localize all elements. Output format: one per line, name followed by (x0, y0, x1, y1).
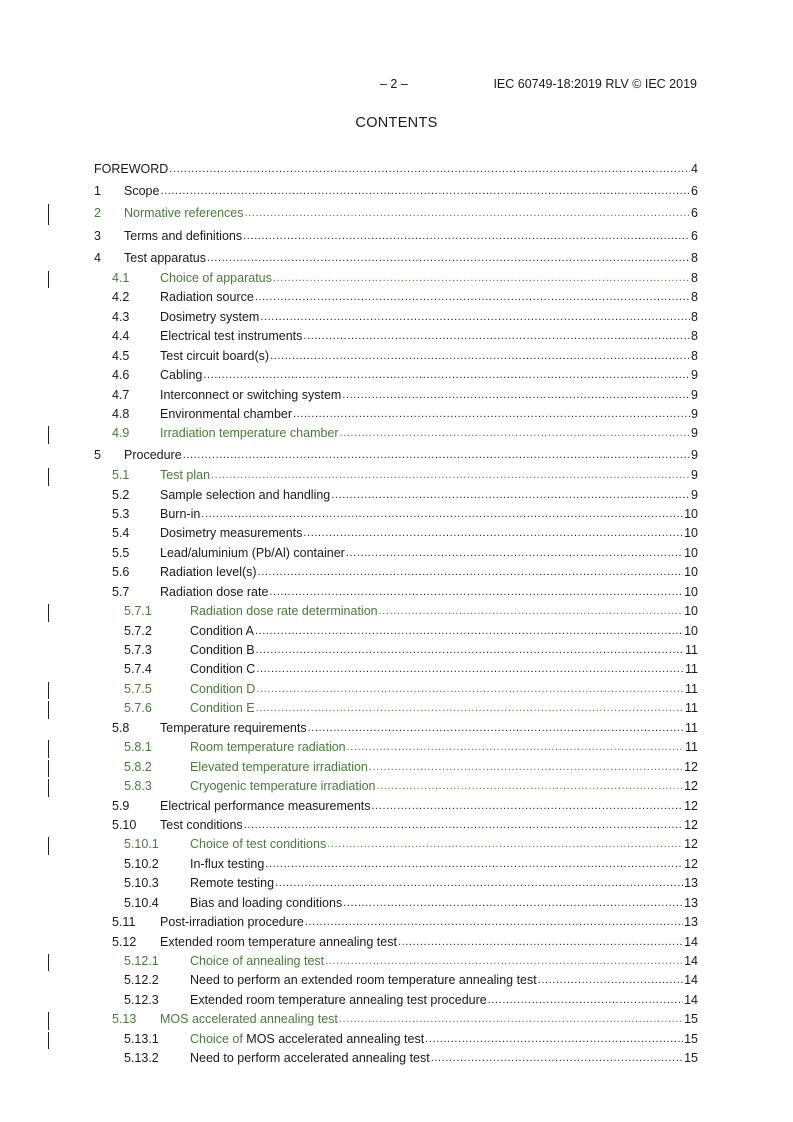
toc-entry-label: Scope (124, 184, 160, 199)
toc-entry-page-number: 11 (685, 720, 698, 735)
change-bar (48, 837, 49, 854)
toc-entry-page-number: 12 (684, 779, 698, 794)
dot-leader (346, 543, 683, 563)
toc-entry-number: 4.6 (112, 368, 130, 383)
toc-entry-page-number: 13 (684, 915, 698, 930)
change-bar (48, 271, 49, 288)
toc-entry-label: Test apparatus (124, 250, 206, 265)
toc-entry-page-number: 13 (684, 895, 698, 910)
dot-leader (269, 582, 683, 602)
toc-entry[interactable] (94, 424, 698, 443)
toc-entry-number: 5.13 (112, 1012, 137, 1027)
toc-entry-label: Cabling (160, 368, 203, 383)
dot-leader (425, 1029, 683, 1049)
dot-leader (339, 1009, 683, 1029)
toc-entry-label: Environmental chamber (160, 407, 293, 421)
toc-entry[interactable] (94, 816, 698, 835)
toc-entry[interactable] (94, 680, 698, 699)
toc-entry[interactable] (94, 913, 698, 932)
toc-entry-number: 2 (94, 206, 101, 221)
toc-entry-label: Terms and definitions (124, 228, 243, 243)
toc-entry-page-number: 11 (685, 681, 698, 696)
toc-entry-page-number: 11 (685, 643, 698, 657)
toc-entry-page-number: 14 (684, 973, 698, 988)
change-bar (48, 604, 49, 621)
toc-entry-page-number: 9 (691, 447, 698, 462)
toc-entry-page-number: 9 (691, 487, 698, 502)
toc-entry[interactable] (94, 466, 698, 485)
dot-leader (369, 757, 683, 777)
toc-entry-label: Elevated temperature irradiation (190, 759, 368, 774)
toc-entry[interactable] (94, 991, 698, 1010)
toc-entry[interactable] (94, 288, 698, 307)
change-bar (48, 426, 49, 443)
toc-entry-number: 5.7.1 (124, 604, 152, 619)
toc-entry[interactable] (94, 486, 698, 505)
dot-leader (325, 951, 683, 971)
page-number: – 2 – (380, 77, 408, 91)
toc-entry[interactable] (94, 758, 698, 777)
toc-entry-page-number: 10 (684, 565, 698, 580)
toc-entry-number: 5.10.4 (124, 895, 159, 910)
toc-entry-label: MOS accelerated annealing test (160, 1012, 338, 1027)
toc-entry-label: Need to perform accelerated annealing test (190, 1051, 430, 1066)
toc-entry-page-number: 10 (684, 604, 698, 619)
dot-leader (160, 179, 690, 202)
toc-entry[interactable] (94, 719, 698, 738)
toc-entry-label-part: MOS accelerated annealing test (246, 1031, 425, 1046)
toc-entry-number: 4.5 (112, 348, 130, 363)
toc-entry-label: In-flux testing (190, 856, 265, 871)
dot-leader (256, 679, 684, 699)
toc-entry-label-part: Choice of (190, 1031, 247, 1046)
toc-entry-number: 4.7 (112, 387, 130, 402)
toc-entry-page-number: 6 (691, 206, 698, 221)
dot-leader (256, 640, 684, 660)
toc-entry-page-number: 13 (684, 876, 698, 891)
toc-entry-number: 5.12 (112, 934, 137, 949)
toc-entry-label: Remote testing (190, 876, 275, 891)
toc-entry-page-number: 11 (685, 740, 698, 755)
toc-entry-label: Condition E (190, 701, 255, 716)
toc-entry-label: Post-irradiation procedure (160, 915, 304, 930)
page-header (0, 77, 793, 93)
toc-entry-page-number: 12 (684, 759, 698, 774)
toc-entry[interactable] (94, 855, 698, 874)
toc-entry-number: 5.7.5 (124, 681, 152, 696)
change-bar (48, 468, 49, 485)
toc-entry-page-number: 9 (691, 468, 698, 483)
dot-leader (343, 893, 683, 913)
toc-entry[interactable] (94, 347, 698, 366)
dot-leader (255, 287, 690, 307)
dot-leader (273, 268, 690, 288)
dot-leader (245, 201, 691, 224)
dot-leader (275, 873, 683, 893)
toc-entry-label: Choice of apparatus (160, 270, 272, 285)
change-bar (48, 760, 49, 777)
toc-entry-label: Bias and loading conditions (190, 895, 343, 910)
dot-leader (169, 157, 690, 180)
toc-entry-label: Irradiation temperature chamber (160, 426, 339, 441)
toc-entry-number: 3 (94, 228, 101, 243)
dot-leader (303, 523, 683, 543)
dot-leader (260, 307, 690, 327)
toc-entry-label: Condition A (190, 623, 254, 638)
toc-entry-number: 5.5 (112, 545, 130, 560)
toc-entry-number: 5.8.3 (124, 779, 152, 794)
toc-entry-number: 4.2 (112, 290, 130, 305)
toc-entry[interactable] (94, 180, 698, 202)
toc-entry[interactable] (94, 971, 698, 990)
change-bar (48, 701, 49, 718)
toc-entry-page-number: 8 (691, 309, 698, 324)
toc-entry-label: Condition D (190, 681, 256, 696)
toc-entry-page-number: 8 (691, 290, 698, 305)
toc-entry-number: 5.13.2 (124, 1051, 159, 1066)
toc-entry[interactable] (94, 202, 698, 224)
toc-entry-page-number: 9 (691, 407, 698, 421)
dot-leader (270, 346, 690, 366)
toc-entry-number: 5.10.1 (124, 837, 159, 852)
toc-entry[interactable] (94, 225, 698, 247)
toc-entry-label: Dosimetry measurements (160, 526, 303, 541)
toc-entry-number: 5.12.3 (124, 992, 159, 1007)
dot-leader (538, 970, 683, 990)
toc-entry-page-number: 6 (691, 184, 698, 199)
toc-entry-number: 5.6 (112, 565, 130, 580)
change-bar (48, 1012, 49, 1029)
toc-entry-number: 4.1 (112, 270, 130, 285)
toc-entry[interactable] (94, 952, 698, 971)
toc-entry[interactable] (94, 835, 698, 854)
toc-entry-number: 5.7 (112, 584, 130, 599)
toc-entry[interactable] (94, 524, 698, 543)
dot-leader (256, 659, 684, 679)
change-bar (48, 954, 49, 971)
toc-entry[interactable] (94, 583, 698, 602)
toc-entry-label (190, 1030, 424, 1049)
toc-entry[interactable] (94, 563, 698, 582)
toc-entry-label: Sample selection and handling (160, 487, 331, 502)
dot-leader (255, 621, 683, 641)
toc-entry-page-number: 10 (684, 545, 698, 560)
dot-leader (256, 698, 684, 718)
toc-entry-label: Temperature requirements (160, 720, 307, 735)
toc-entry[interactable] (94, 894, 698, 913)
toc-entry-page-number: 9 (691, 368, 698, 383)
toc-entry-page-number: 15 (684, 1031, 698, 1046)
toc-entry-number: 4.9 (112, 426, 130, 441)
toc-entry-number: 1 (94, 184, 101, 199)
toc-entry-number: 5 (94, 447, 101, 462)
toc-entry[interactable] (94, 622, 698, 641)
dot-leader (201, 504, 683, 524)
toc-entry-page-number: 8 (691, 250, 698, 265)
toc-entry[interactable] (94, 797, 698, 816)
toc-entry-page-number: 12 (684, 837, 698, 852)
dot-leader (340, 423, 690, 443)
toc-entry[interactable] (94, 405, 698, 424)
toc-entry-label: Radiation dose rate determination (190, 604, 378, 619)
dot-leader (211, 465, 690, 485)
toc-entry-number: 4.3 (112, 309, 130, 324)
toc-entry[interactable] (94, 777, 698, 796)
toc-entry-number: 5.11 (112, 915, 136, 930)
dot-leader (183, 443, 690, 466)
toc-entry-number: 5.13.1 (124, 1031, 159, 1046)
toc-entry-page-number: 10 (684, 623, 698, 638)
change-bar (48, 779, 49, 796)
dot-leader (347, 737, 684, 757)
toc-entry-number: 5.3 (112, 506, 130, 521)
toc-entry-number: 4.8 (112, 407, 130, 421)
toc-entry-page-number: 4 (691, 162, 698, 176)
toc-entry-page-number: 14 (684, 954, 698, 968)
toc-entry-label: Procedure (124, 447, 182, 462)
toc-entry[interactable] (94, 269, 698, 288)
dot-leader (303, 326, 690, 346)
toc-entry-label: Extended room temperature annealing test (160, 934, 397, 949)
toc-entry-number: 5.7.6 (124, 701, 152, 716)
dot-leader (372, 796, 684, 816)
toc-entry[interactable] (94, 1030, 698, 1049)
change-bar (48, 1032, 49, 1049)
toc-entry-number: 5.10 (112, 817, 137, 832)
toc-entry-label: Room temperature radiation (190, 740, 346, 755)
dot-leader (265, 854, 683, 874)
dot-leader (379, 601, 683, 621)
toc-entry-label: Extended room temperature annealing test procedure (190, 992, 487, 1007)
toc-entry-page-number: 12 (684, 798, 698, 813)
toc-entry-page-number: 10 (684, 526, 698, 541)
toc-entry-page-number: 14 (684, 992, 698, 1007)
dot-leader (398, 932, 683, 952)
toc-entry[interactable] (94, 738, 698, 757)
toc-entry-label: FOREWORD (94, 162, 169, 176)
toc-entry[interactable] (94, 444, 698, 466)
toc-entry-number: 5.12.1 (124, 954, 159, 968)
toc-entry-page-number: 11 (685, 701, 698, 716)
toc-entry-label: Choice of test conditions (190, 837, 327, 852)
toc-entry-number: 5.7.4 (124, 662, 152, 677)
toc-entry-number: 5.1 (112, 468, 130, 483)
toc-entry[interactable] (94, 544, 698, 563)
toc-entry-label: Electrical performance measurements (160, 798, 371, 813)
toc-entry-number: 5.12.2 (124, 973, 159, 988)
toc-entry-number: 5.7.2 (124, 623, 152, 638)
document-reference: IEC 60749-18:2019 RLV © IEC 2019 (493, 77, 697, 91)
toc-entry-page-number: 9 (691, 387, 698, 402)
toc-entry-label: Test plan (160, 468, 211, 483)
toc-entry-label: Choice of annealing test (190, 954, 325, 968)
toc-entry-label: Normative references (124, 206, 244, 221)
toc-entry[interactable] (94, 641, 698, 660)
toc-entry[interactable] (94, 308, 698, 327)
dot-leader (308, 718, 684, 738)
dot-leader (305, 912, 683, 932)
toc-entry[interactable] (94, 505, 698, 524)
toc-entry[interactable] (94, 366, 698, 385)
toc-entry-page-number: 12 (684, 856, 698, 871)
toc-entry-page-number: 12 (684, 817, 698, 832)
change-bar (48, 740, 49, 757)
toc-entry-label: Electrical test instruments (160, 329, 303, 344)
toc-entry-label: Test circuit board(s) (160, 348, 270, 363)
toc-entry-page-number: 8 (691, 270, 698, 285)
toc-entry-page-number: 14 (684, 934, 698, 949)
toc-entry-number: 5.10.3 (124, 876, 159, 891)
toc-entry-label: Condition B (190, 643, 255, 657)
toc-entry-page-number: 11 (685, 662, 698, 677)
toc-entry-label: Burn-in (160, 506, 201, 521)
toc-entry-label: Condition C (190, 662, 256, 677)
toc-entry-page-number: 8 (691, 329, 698, 344)
toc-entry[interactable] (94, 1010, 698, 1029)
toc-entry-number: 5.4 (112, 526, 130, 541)
toc-entry-number: 5.8 (112, 720, 130, 735)
toc-entry-number: 5.9 (112, 798, 130, 813)
toc-entry-label: Cryogenic temperature irradiation (190, 779, 376, 794)
toc-entry-number: 5.10.2 (124, 856, 159, 871)
toc-entry[interactable] (94, 602, 698, 621)
dot-leader (377, 776, 684, 796)
toc-entry-page-number: 15 (684, 1051, 698, 1066)
dot-leader (293, 404, 690, 424)
toc-entry-number: 5.2 (112, 487, 130, 502)
dot-leader (244, 815, 683, 835)
toc-entry-page-number: 9 (691, 426, 698, 441)
toc-entry-label: Radiation level(s) (160, 565, 257, 580)
table-of-contents (94, 158, 698, 1069)
toc-entry-label: Test conditions (160, 817, 243, 832)
dot-leader (207, 246, 690, 269)
toc-entry-label: Dosimetry system (160, 309, 260, 324)
page-title: CONTENTS (355, 115, 438, 131)
dot-leader (488, 990, 683, 1010)
toc-entry-page-number: 6 (691, 228, 698, 243)
dot-leader (203, 365, 690, 385)
toc-entry[interactable] (94, 158, 698, 180)
toc-entry-label: Need to perform an extended room temperature annealing test (190, 973, 537, 988)
toc-entry[interactable] (94, 933, 698, 952)
toc-entry-number: 4 (94, 250, 101, 265)
toc-entry[interactable] (94, 1049, 698, 1068)
toc-entry-number: 4.4 (112, 329, 130, 344)
toc-entry-number: 5.8.1 (124, 740, 152, 755)
toc-entry[interactable] (94, 660, 698, 679)
toc-entry-page-number: 10 (684, 584, 698, 599)
toc-entry[interactable] (94, 699, 698, 718)
dot-leader (342, 385, 690, 405)
toc-entry[interactable] (94, 247, 698, 269)
toc-entry-number: 5.8.2 (124, 759, 152, 774)
dot-leader (258, 562, 684, 582)
dot-leader (331, 485, 690, 505)
toc-entry-page-number: 15 (684, 1012, 698, 1027)
dot-leader (431, 1048, 683, 1068)
toc-entry-label: Interconnect or switching system (160, 387, 342, 402)
toc-entry[interactable] (94, 874, 698, 893)
toc-entry-number: 5.7.3 (124, 643, 152, 657)
change-bar (48, 204, 49, 224)
toc-entry-page-number: 10 (684, 506, 698, 521)
toc-entry[interactable] (94, 386, 698, 405)
change-bar (48, 682, 49, 699)
toc-entry[interactable] (94, 327, 698, 346)
toc-entry-page-number: 8 (691, 348, 698, 363)
toc-entry-label: Radiation dose rate (160, 584, 269, 599)
toc-entry-label: Lead/aluminium (Pb/Al) container (160, 545, 345, 560)
dot-leader (243, 224, 690, 247)
dot-leader (327, 834, 683, 854)
toc-entry-label: Radiation source (160, 290, 254, 305)
